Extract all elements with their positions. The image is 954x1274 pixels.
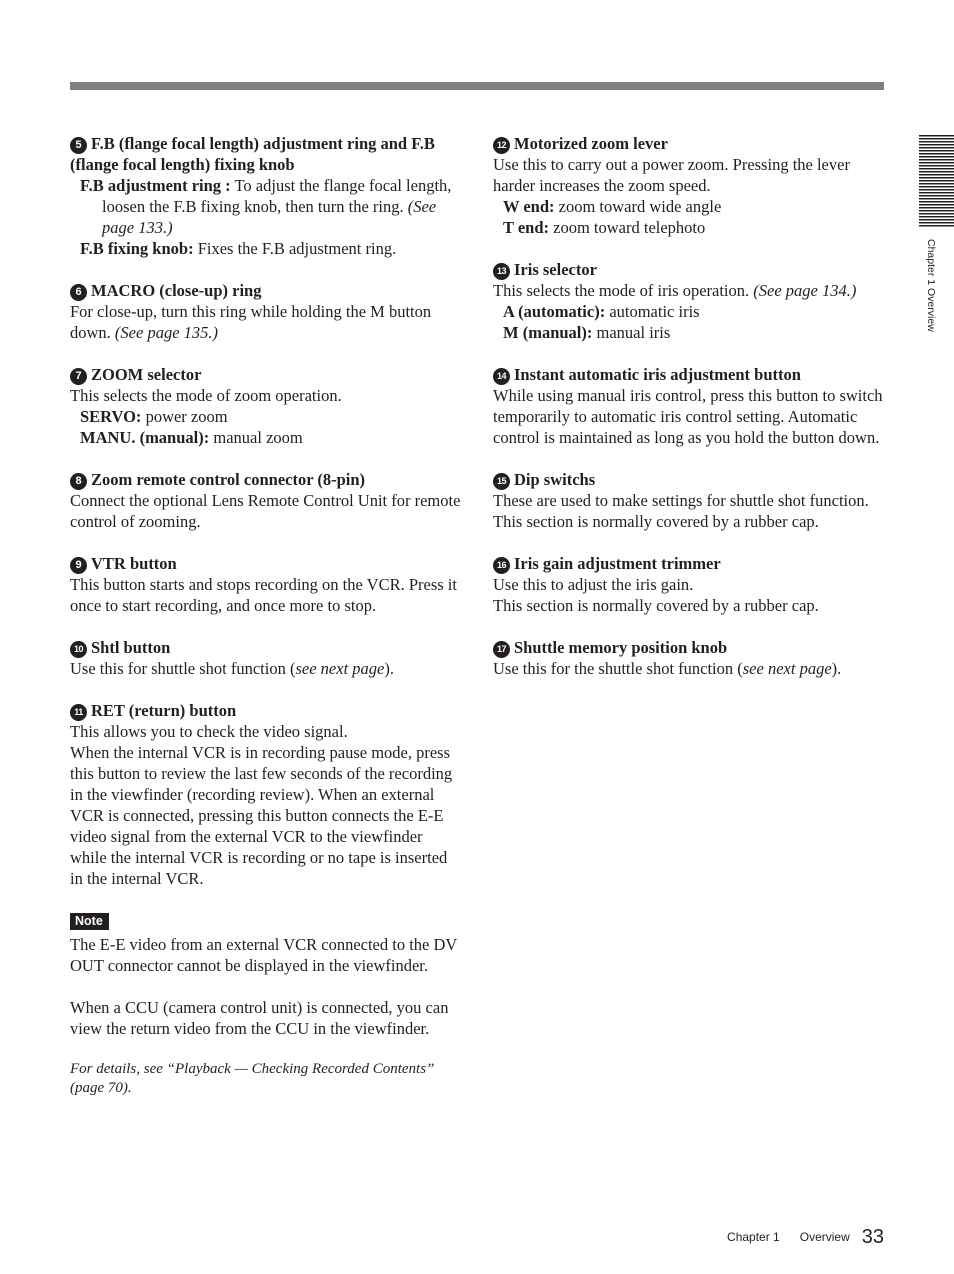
definition-item [70,427,462,448]
item-number-badge: 10 [70,641,87,658]
definition-item [493,301,885,322]
section-heading [70,364,462,385]
section-title: Dip switchs [514,470,596,489]
section-dip-switches [493,469,885,532]
item-number-badge: 15 [493,473,510,490]
definition-item [70,406,462,427]
page-reference: (See page 134.) [753,281,857,300]
section-body: Connect the optional Lens Remote Control Unit for remote control of zooming. [70,491,461,531]
definition-item [70,175,462,238]
section-title: VTR button [91,554,177,573]
section-body [493,280,885,301]
definition: manual zoom [209,428,303,447]
section-fb-adjustment [70,133,462,259]
section-body: While using manual iris control, press this button to switch temporarily to automatic iris control setting. Automatic control is maintained as long as you hold the button down. [493,386,883,447]
section-title: F.B (flange focal length) adjustment ring and F.B (flange focal length) fixing knob [70,134,435,174]
definition-item [493,196,885,217]
section-body: When the internal VCR is in recording pause mode, press this button to review the last few seconds of the recording in the viewfinder (recording review). When an external VCR is connected, pressing this button connects the E-E video signal from the external VCR to the viewfinder while the internal VCR is recording or no tape is inserted in the internal VCR. [70,743,453,888]
term: F.B fixing knob: [80,239,194,258]
section-body: Use this to adjust the iris gain. [493,575,694,594]
item-number-badge: 7 [70,368,87,385]
term: F.B adjustment ring : [80,176,231,195]
section-ret-button [70,700,462,1098]
footer-chapter: Chapter 1 [727,1230,780,1244]
definition: zoom toward telephoto [549,218,706,237]
section-motorized-zoom-lever [493,133,885,238]
section-shtl-button [70,637,462,679]
cross-reference: see next page [295,659,385,678]
section-zoom-selector [70,364,462,448]
definition: zoom toward wide angle [554,197,722,216]
section-body: These are used to make settings for shuttle shot function. [493,491,869,510]
section-vtr-button [70,553,462,616]
term: T end: [503,218,550,237]
section-heading [493,469,885,490]
section-body: This section is normally covered by a rubber cap. [493,512,819,531]
section-zoom-remote-connector [70,469,462,532]
term: SERVO: [80,407,142,426]
page-reference: (See page 133.) [102,197,437,237]
page-number: 33 [861,1226,884,1248]
section-heading [70,469,462,490]
right-column [493,133,885,700]
section-heading [70,700,462,721]
item-number-badge: 5 [70,137,87,154]
definition-item [493,217,885,238]
term: A (automatic): [503,302,606,321]
section-instant-auto-iris-button [493,364,885,448]
term: M (manual): [503,323,593,342]
section-body: This allows you to check the video signal. [70,722,348,741]
item-number-badge: 9 [70,557,87,574]
section-title: Shuttle memory position knob [514,638,728,657]
section-body [70,658,462,679]
cross-reference: see next page [742,659,832,678]
section-iris-selector [493,259,885,343]
details-reference: For details, see “Playback — Checking Recorded Contents” (page 70). [70,1061,435,1096]
section-body: Use this to carry out a power zoom. Pressing the lever harder increases the zoom speed. [493,155,850,195]
definition: To adjust the flange focal length, loosen the F.B fixing knob, then turn the ring. [102,176,452,216]
section-heading [493,553,885,574]
section-title: Iris selector [514,260,597,279]
page-footer [727,1226,884,1249]
page-reference: (See page 135.) [114,323,219,342]
item-number-badge: 16 [493,557,510,574]
chapter-tab-stripes [919,135,954,228]
section-title: Instant automatic iris adjustment button [514,365,801,384]
term: W end: [503,197,555,216]
section-title: Zoom remote control connector (8-pin) [91,470,366,489]
side-chapter-label: Chapter 1 Overview [925,239,937,332]
left-column [70,133,462,1119]
definition: power zoom [141,407,228,426]
body-text: For close-up, turn this ring while holding the M button down. [70,302,432,342]
section-title: Iris gain adjustment trimmer [514,554,721,573]
section-heading [493,133,885,154]
section-title: Shtl button [91,638,171,657]
section-heading [493,259,885,280]
section-heading [70,133,462,175]
item-number-badge: 13 [493,263,510,280]
section-heading [493,364,885,385]
note-label: Note [70,913,109,930]
definition-item [70,238,462,259]
body-text: Use this for the shuttle shot function ( [493,659,743,678]
section-title: MACRO (close-up) ring [91,281,262,300]
section-title: ZOOM selector [91,365,202,384]
section-shuttle-memory-knob [493,637,885,679]
note-text: When a CCU (camera control unit) is connected, you can view the return video from the CCU in the viewfinder. [70,998,449,1038]
body-text: ). [831,659,842,678]
section-body: This button starts and stops recording on the VCR. Press it once to start recording, and once more to stop. [70,575,457,615]
section-body: This selects the mode of zoom operation. [70,386,342,405]
body-text: This selects the mode of iris operation. [493,281,754,300]
body-text: Use this for shuttle shot function ( [70,659,296,678]
section-body [493,658,885,679]
section-body [70,301,462,343]
item-number-badge: 11 [70,704,87,721]
item-number-badge: 17 [493,641,510,658]
section-title: RET (return) button [91,701,237,720]
definition-item [493,322,885,343]
definition: manual iris [592,323,671,342]
section-heading [70,637,462,658]
note-text: The E-E video from an external VCR connected to the DV OUT connector cannot be displayed in the viewfinder. [70,935,458,975]
section-heading [70,280,462,301]
section-body: This section is normally covered by a rubber cap. [493,596,819,615]
section-iris-gain-trimmer [493,553,885,616]
item-number-badge: 12 [493,137,510,154]
header-rule [70,82,884,90]
section-macro-ring [70,280,462,343]
term: MANU. (manual): [80,428,210,447]
body-text: ). [384,659,394,678]
item-number-badge: 8 [70,473,87,490]
definition: Fixes the F.B adjustment ring. [193,239,397,258]
footer-section: Overview [799,1230,850,1244]
item-number-badge: 14 [493,368,510,385]
definition: automatic iris [605,302,700,321]
section-heading [70,553,462,574]
item-number-badge: 6 [70,284,87,301]
section-title: Motorized zoom lever [514,134,668,153]
section-heading [493,637,885,658]
